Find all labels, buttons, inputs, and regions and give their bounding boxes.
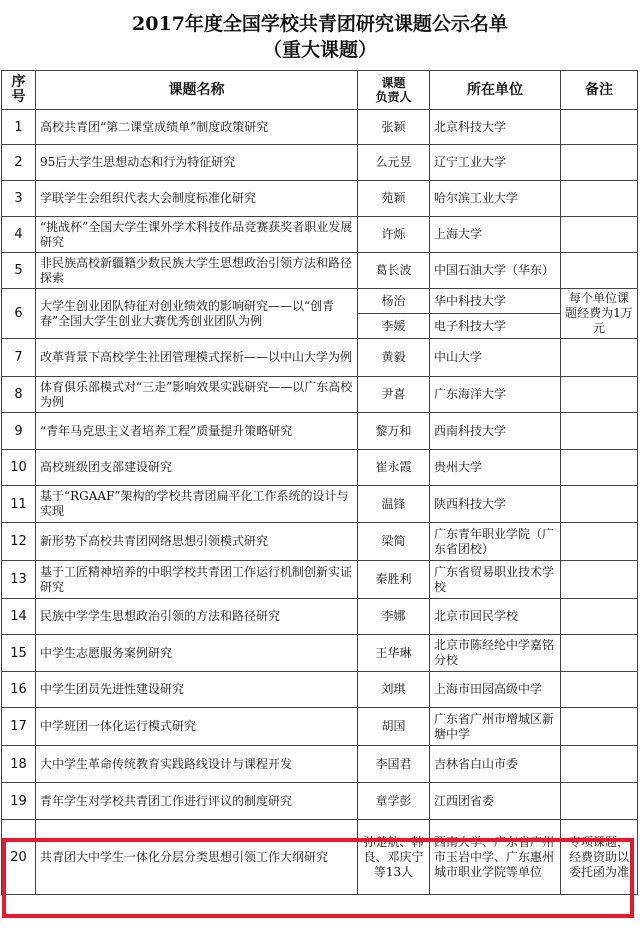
header-name: 课题名称: [36, 71, 358, 110]
row-name: 新形势下高校共青团网络思想引领模式研究: [36, 523, 358, 561]
row-unit: 辽宁工业大学: [430, 145, 561, 181]
row-no: 5: [2, 253, 36, 289]
row-leader: 温锋: [358, 486, 430, 523]
row-name: 基于工匠精神培养的中职学校共青团工作运行机制创新实证研究: [36, 561, 358, 599]
row-unit: 陕西科技大学: [430, 486, 561, 523]
row-name: 体育俱乐部模式对“三走”影响效果实践研究——以广东高校为例: [36, 377, 358, 413]
row-name: 非民族高校新疆籍少数民族大学生思想政治引领方法和路径探索: [36, 253, 358, 289]
table-row: [2, 377, 638, 413]
row-name: 中学班团一体化运行模式研究: [36, 708, 358, 746]
row-unit: 北京市陈经纶中学嘉铭分校: [430, 635, 561, 672]
row-note: [561, 217, 638, 253]
row-note: [561, 450, 638, 486]
row-no: 3: [2, 181, 36, 217]
row-note: 专项课题，经费资助以委托函为准: [561, 820, 638, 895]
row-note: [561, 486, 638, 523]
row-no: 14: [2, 599, 36, 635]
row-name: 高校共青团“第二课堂成绩单”制度政策研究: [36, 110, 358, 145]
row-unit: 西南大学、广东省广州市玉岩中学、广东惠州城市职业学院等单位: [430, 820, 561, 895]
row-unit: 江西团省委: [430, 783, 561, 820]
row-leader: 葛长波: [358, 253, 430, 289]
table-row: [2, 486, 638, 523]
row-note: [561, 339, 638, 377]
row-name: 95后大学生思想动态和行为特征研究: [36, 145, 358, 181]
row-unit: 上海大学: [430, 217, 561, 253]
table-row: [2, 820, 638, 895]
row-note: [561, 672, 638, 708]
row-unit: 北京科技大学: [430, 110, 561, 145]
row-note: [561, 377, 638, 413]
row-no: 9: [2, 413, 36, 450]
table-header-row: [2, 71, 638, 110]
row-unit: 哈尔滨工业大学: [430, 181, 561, 217]
row-no: 2: [2, 145, 36, 181]
row-name: 青年学生对学校共青团工作进行评议的制度研究: [36, 783, 358, 820]
header-note: 备注: [561, 71, 638, 110]
row-leader: 杨治: [358, 289, 430, 314]
row-note: [561, 746, 638, 783]
table-row: [2, 746, 638, 783]
row-no: 10: [2, 450, 36, 486]
row-note: [561, 708, 638, 746]
row-name: 学联学生会组织代表大会制度标准化研究: [36, 181, 358, 217]
row-name: 大中学生革命传统教育实践路线设计与课程开发: [36, 746, 358, 783]
table-row: [2, 672, 638, 708]
row-note: [561, 253, 638, 289]
row-name: 民族中学学生思想政治引领的方法和路径研究: [36, 599, 358, 635]
row-note: [561, 599, 638, 635]
row-note: [561, 561, 638, 599]
row-no: 20: [2, 820, 36, 895]
row-no: 18: [2, 746, 36, 783]
table-row: [2, 523, 638, 561]
row-no: 17: [2, 708, 36, 746]
page-title: 2017年度全国学校共青团研究课题公示名单: [132, 13, 508, 35]
row-unit: 中国石油大学（华东）: [430, 253, 561, 289]
row-leader: 李国君: [358, 746, 430, 783]
row-unit: 贵州大学: [430, 450, 561, 486]
row-no: 6: [2, 289, 36, 339]
row-no: 12: [2, 523, 36, 561]
table-row: [2, 110, 638, 145]
row-leader: 苑颖: [358, 181, 430, 217]
row-unit: 广东青年职业学院（广东省团校）: [430, 523, 561, 561]
row-leader: 刘琪: [358, 672, 430, 708]
row-note: [561, 181, 638, 217]
row-no: 13: [2, 561, 36, 599]
row-name: 改革背景下高校学生社团管理模式探析——以中山大学为例: [36, 339, 358, 377]
row-unit: 广东省广州市增城区新塘中学: [430, 708, 561, 746]
row-leader-2: 李媛: [358, 314, 430, 339]
row-no: 7: [2, 339, 36, 377]
row-no: 15: [2, 635, 36, 672]
row-unit: 中山大学: [430, 339, 561, 377]
row-leader: 章学彭: [358, 783, 430, 820]
header-no: 序号: [2, 71, 36, 110]
row-unit: 上海市田园高级中学: [430, 672, 561, 708]
row-leader: 么元昱: [358, 145, 430, 181]
row-no: 8: [2, 377, 36, 413]
row-no: 19: [2, 783, 36, 820]
topics-table: [1, 70, 638, 895]
row-name: 共青团大中学生一体化分层分类思想引领工作大纲研究: [36, 820, 358, 895]
row-unit: 北京市回民学校: [430, 599, 561, 635]
row-leader: 张颖: [358, 110, 430, 145]
table-row: [2, 339, 638, 377]
row-leader: 秦胜利: [358, 561, 430, 599]
row-name: 大学生创业团队特征对创业绩效的影响研究——以“创青春”全国大学生创业大赛优秀创业团队为例: [36, 289, 358, 339]
header-leader: [358, 71, 430, 110]
row-leader: 孙楚航、韩良、邓庆宁等13人: [358, 820, 430, 895]
row-note: [561, 635, 638, 672]
table-row: [2, 635, 638, 672]
row-name: 中学生志愿服务案例研究: [36, 635, 358, 672]
row-no: 1: [2, 110, 36, 145]
row-note: [561, 110, 638, 145]
table-row: [2, 145, 638, 181]
table-row: [2, 783, 638, 820]
row-name: 中学生团员先进性建设研究: [36, 672, 358, 708]
table-row: [2, 253, 638, 289]
row-name: 基于“RGAAF”架构的学校共青团扁平化工作系统的设计与实现: [36, 486, 358, 523]
table-row: [2, 289, 638, 314]
row-unit: 广东省贸易职业技术学校: [430, 561, 561, 599]
row-name: “挑战杯”全国大学生课外学术科技作品竞赛获奖者职业发展研究: [36, 217, 358, 253]
row-leader: 许烁: [358, 217, 430, 253]
header-leader-line2: 负责人: [375, 90, 412, 104]
row-unit: 华中科技大学: [430, 289, 561, 314]
table-row: [2, 708, 638, 746]
row-unit: 西南科技大学: [430, 413, 561, 450]
row-unit: 广东海洋大学: [430, 377, 561, 413]
row-leader: 王华琳: [358, 635, 430, 672]
row-leader: 崔永霞: [358, 450, 430, 486]
row-note: [561, 145, 638, 181]
row-note: [561, 523, 638, 561]
row-leader: 梁简: [358, 523, 430, 561]
table-row: [2, 413, 638, 450]
page-subtitle: （重大课题）: [262, 39, 377, 61]
row-name: 高校班级团支部建设研究: [36, 450, 358, 486]
table-row: [2, 181, 638, 217]
row-no: 11: [2, 486, 36, 523]
table-row: [2, 561, 638, 599]
row-unit: 吉林省白山市委: [430, 746, 561, 783]
row-no: 4: [2, 217, 36, 253]
row-leader: 李娜: [358, 599, 430, 635]
table-row: [2, 599, 638, 635]
row-name: “青年马克思主义者培养工程”质量提升策略研究: [36, 413, 358, 450]
row-leader: 黄毅: [358, 339, 430, 377]
row-leader: 尹喜: [358, 377, 430, 413]
row-note: [561, 413, 638, 450]
row-note: [561, 783, 638, 820]
table-row: [2, 450, 638, 486]
row-no: 16: [2, 672, 36, 708]
row-note: 每个单位课题经费为1万元: [561, 289, 638, 339]
header-leader-line1: 课题: [381, 76, 406, 90]
header-unit: 所在单位: [430, 71, 561, 110]
table-row: [2, 217, 638, 253]
row-unit-2: 电子科技大学: [430, 314, 561, 339]
row-leader: 黎万和: [358, 413, 430, 450]
row-leader: 胡国: [358, 708, 430, 746]
